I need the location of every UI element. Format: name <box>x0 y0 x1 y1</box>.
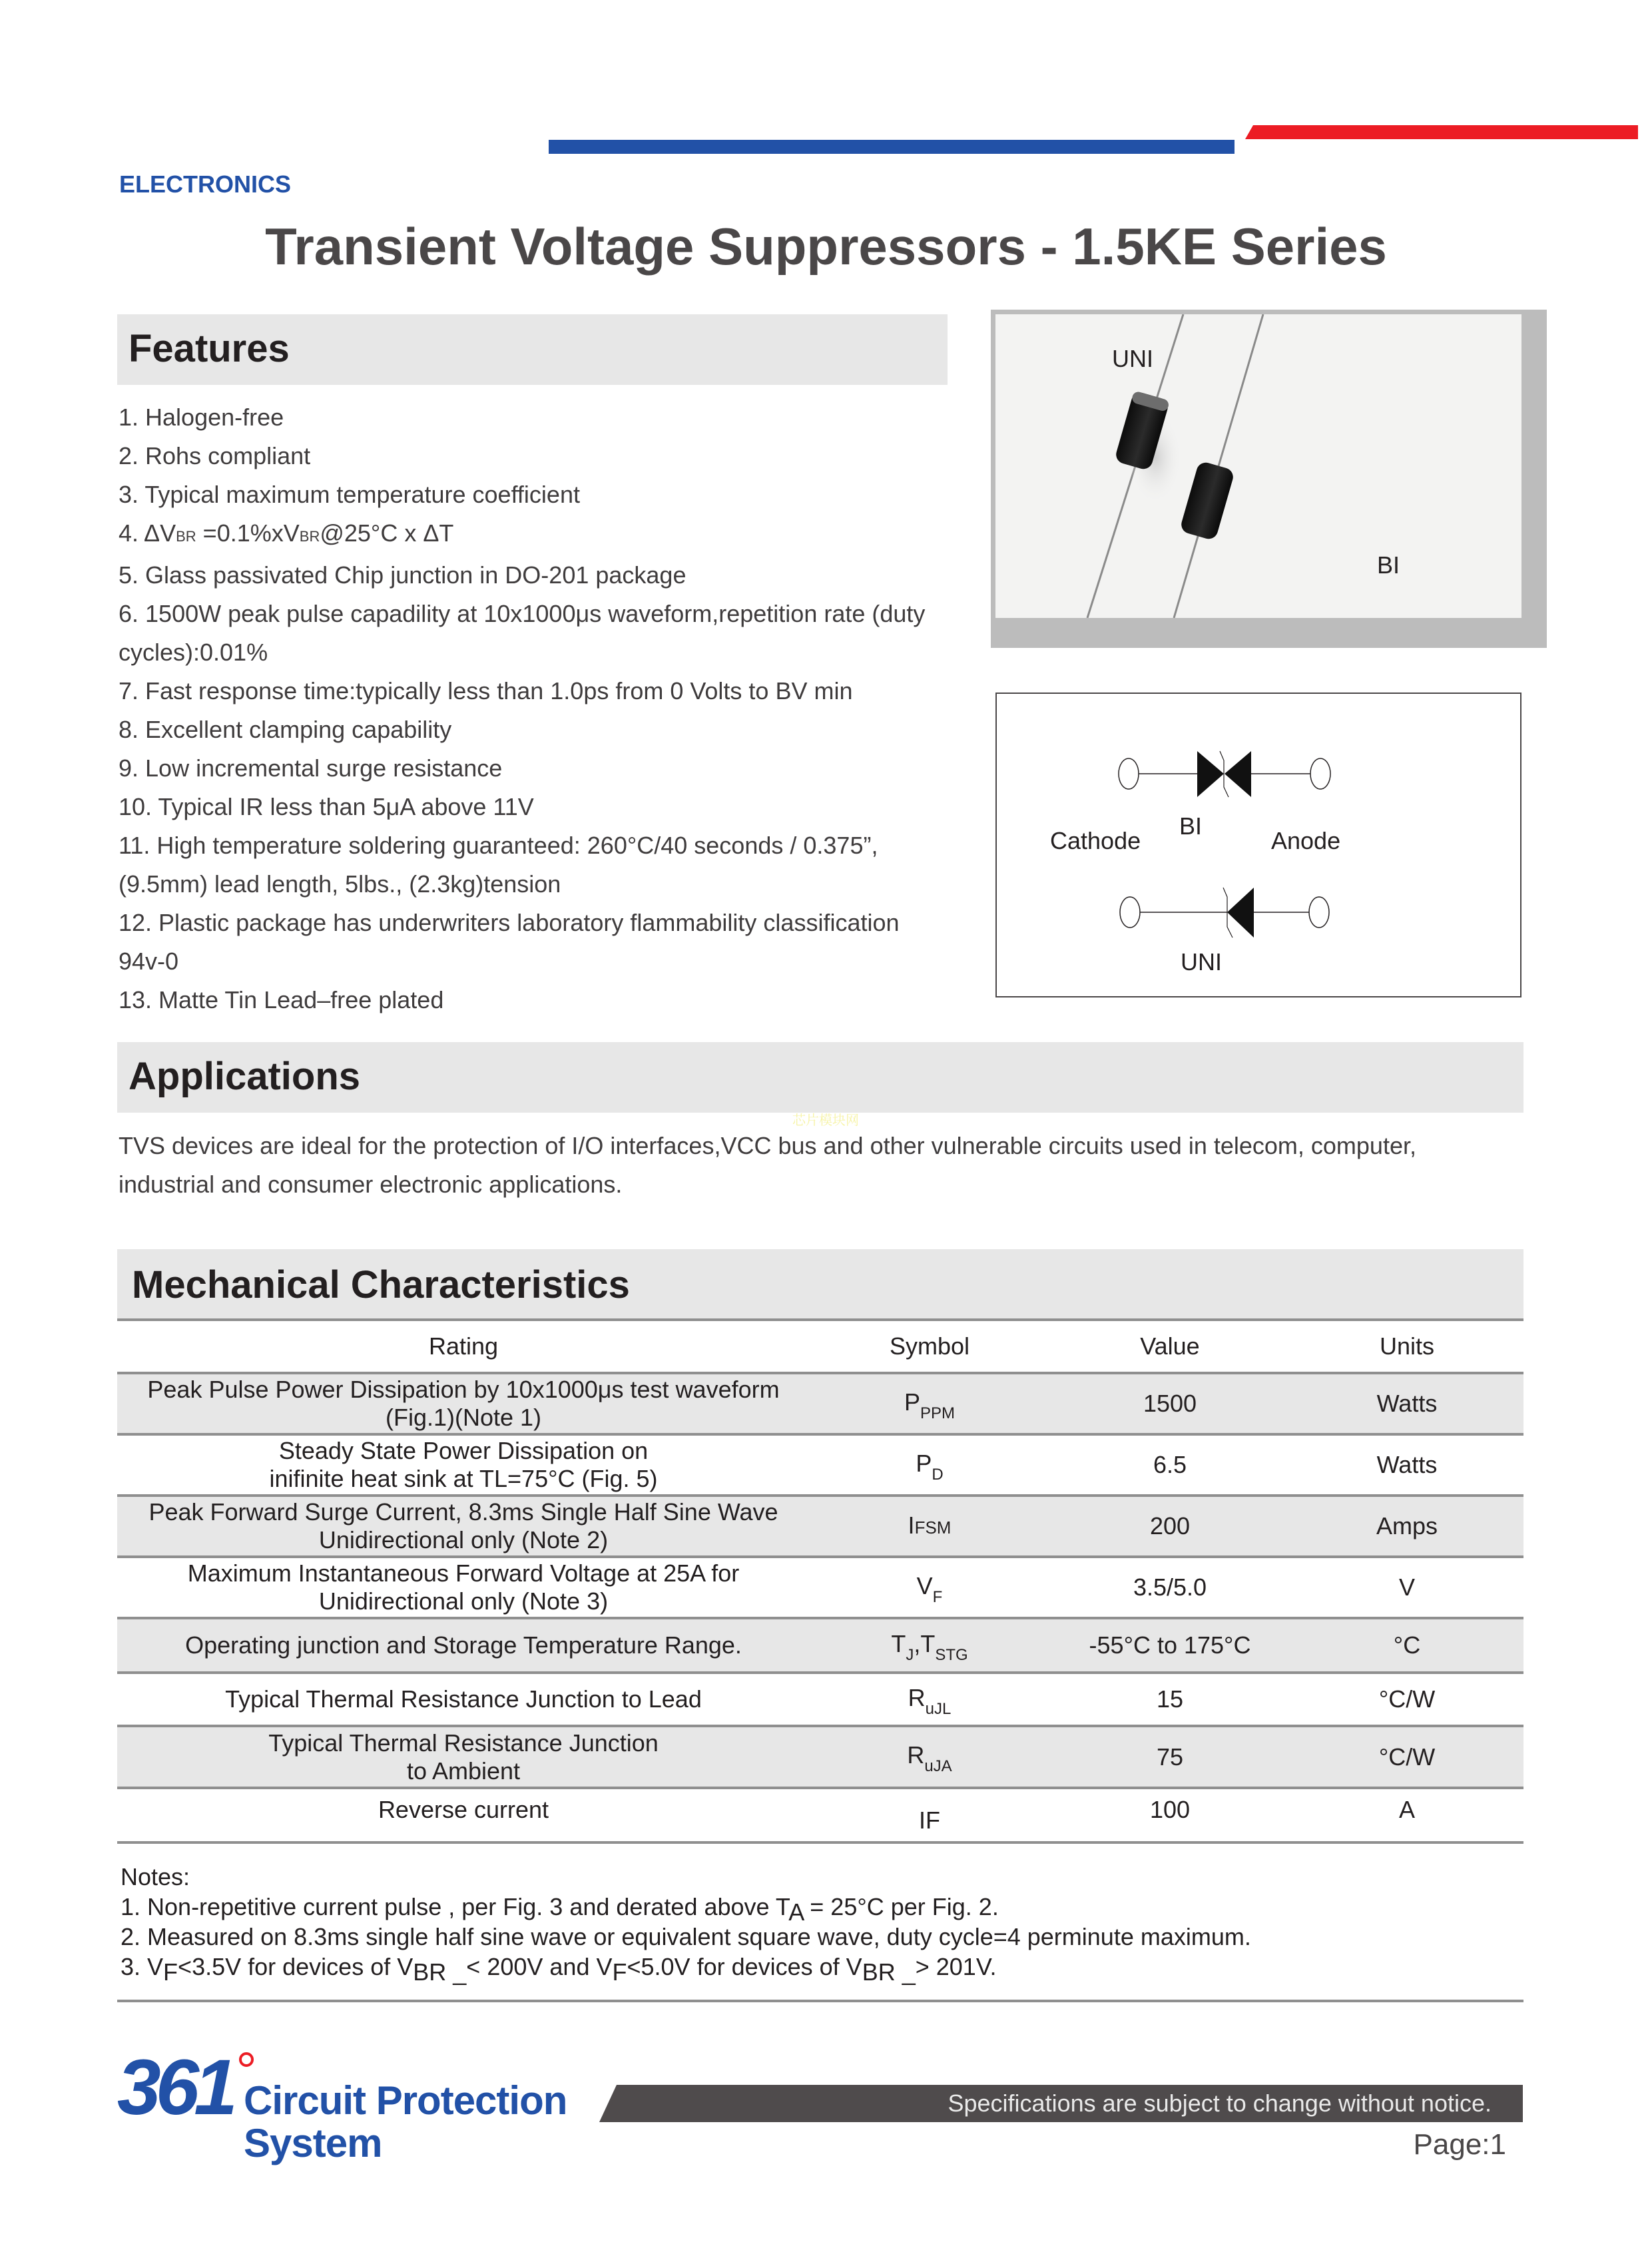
diode-photo-illustration <box>995 314 1521 618</box>
value-cell: 100 <box>1149 1796 1191 1823</box>
feature-item: 6. 1500W peak pulse capadility at 10x1000μs waveform,repetition rate (duty <box>119 600 926 627</box>
symbol-subscript: STG <box>935 1645 968 1664</box>
rating-line: Peak Forward Surge Current, 8.3ms Single Half Sine Wave <box>148 1498 778 1526</box>
note-text: = 25°C per Fig. 2. <box>803 1893 999 1920</box>
rating-line: to Ambient <box>406 1757 521 1785</box>
symbol-text: I <box>908 1511 915 1539</box>
note-text: 3. V <box>121 1953 164 1980</box>
column-header-units: Units <box>1379 1332 1435 1360</box>
symbol-cell <box>810 1557 1049 1618</box>
symbol-text: R <box>907 1741 925 1769</box>
value-cell: 6.5 <box>1153 1451 1187 1478</box>
column-header-symbol: Symbol <box>889 1332 970 1360</box>
value-cell: 200 <box>1149 1512 1191 1540</box>
note-item: 2. Measured on 8.3ms single half sine wave or equivalent square wave, duty cycle=4 perminute maximum. <box>121 1923 1251 1950</box>
symbol-cell <box>810 1618 1049 1673</box>
note-text: 1. Non-repetitive current pulse , per Fig. 3 and derated above T <box>121 1893 789 1920</box>
rating-line: Steady State Power Dissipation on <box>278 1437 649 1464</box>
note-subscript: A <box>788 1898 804 1926</box>
units-cell: Amps <box>1376 1512 1438 1540</box>
symbol-text: ,T <box>914 1629 936 1657</box>
note-text: <3.5V for devices of V <box>178 1953 413 1980</box>
feature-item: 3. Typical maximum temperature coefficient <box>119 481 580 508</box>
feature-item: 12. Plastic package has underwriters laboratory flammability classification <box>119 909 900 936</box>
table-row <box>117 1373 1523 1434</box>
rating-line: Typical Thermal Resistance Junction <box>268 1729 659 1757</box>
mechanical-header <box>117 1249 1523 1318</box>
feature-item: 2. Rohs compliant <box>119 442 311 469</box>
uni-tvs-symbol <box>1120 888 1329 938</box>
units-cell: Watts <box>1376 1451 1438 1478</box>
rating-cell <box>117 1557 810 1618</box>
feature-text: @25°C x ΔT <box>320 519 454 547</box>
value-cell: 3.5/5.0 <box>1133 1573 1207 1601</box>
header-blue-bar <box>549 140 1235 154</box>
footer-disclaimer: Specifications are subject to change without notice. <box>948 2090 1492 2117</box>
photo-label-bi: BI <box>1377 551 1400 579</box>
feature-item: 8. Excellent clamping capability <box>119 716 452 743</box>
note-subscript: F <box>612 1958 627 1986</box>
units-cell: °C/W <box>1378 1743 1436 1771</box>
symbol-text: R <box>908 1683 926 1711</box>
features-list <box>119 398 964 1019</box>
rating-line: Unidirectional only (Note 3) <box>318 1587 609 1615</box>
symbol-cell <box>810 1726 1049 1788</box>
table-header-row <box>117 1320 1523 1373</box>
note-item <box>121 1952 1251 1986</box>
feature-item: 9. Low incremental surge resistance <box>119 754 503 782</box>
symbol-cell <box>810 1788 1049 1842</box>
rating-cell <box>117 1434 810 1496</box>
value-cell: -55°C to 175°C <box>1089 1631 1251 1659</box>
symbol-text: V <box>916 1571 933 1599</box>
note-text: > 201V. <box>915 1953 997 1980</box>
rating-cell <box>117 1673 810 1726</box>
rating-cell <box>117 1726 810 1788</box>
units-cell: °C/W <box>1378 1685 1436 1713</box>
applications-header <box>117 1042 1523 1113</box>
units-cell: Watts <box>1376 1390 1438 1417</box>
table-row <box>117 1726 1523 1788</box>
applications-text <box>119 1127 1550 1204</box>
feature-item: 10. Typical IR less than 5μA above 11V <box>119 793 534 820</box>
note-subscript: BR _ <box>862 1958 916 1986</box>
units-cell: A <box>1398 1796 1415 1823</box>
feature-text: =0.1%xV <box>196 519 300 547</box>
logo-line-1: Circuit Protection <box>244 2078 567 2123</box>
symbol-cell <box>810 1373 1049 1434</box>
note-item <box>121 1892 1251 1926</box>
feature-item: 5. Glass passivated Chip junction in DO-201 package <box>119 561 687 589</box>
bi-label: BI <box>1179 812 1203 840</box>
symbol-text: IF <box>919 1807 940 1834</box>
cathode-terminal-uni <box>1120 897 1140 928</box>
features-heading: Features <box>129 327 290 370</box>
applications-line: industrial and consumer electronic applications. <box>119 1171 623 1198</box>
symbol-cell <box>810 1673 1049 1726</box>
rating-line: inifinite heat sink at TL=75°C (Fig. 5) <box>269 1465 658 1492</box>
anode-label: Anode <box>1271 827 1341 854</box>
notes-divider <box>117 2000 1523 2002</box>
symbol-text: T <box>891 1629 906 1657</box>
notes-section <box>121 1862 1251 1986</box>
table-row <box>117 1788 1523 1842</box>
symbol-subscript: PPM <box>920 1404 956 1422</box>
rating-line: Maximum Instantaneous Forward Voltage at 25A for <box>187 1559 740 1587</box>
units-cell: V <box>1398 1573 1415 1601</box>
rating-line: (Fig.1)(Note 1) <box>385 1404 542 1431</box>
product-photo <box>995 314 1521 618</box>
rating-cell <box>117 1373 810 1434</box>
value-cell: 1500 <box>1143 1390 1197 1417</box>
table-row <box>117 1496 1523 1557</box>
rating-cell <box>117 1618 810 1673</box>
table-row <box>117 1673 1523 1726</box>
value-cell: 75 <box>1156 1743 1184 1771</box>
rating-cell <box>117 1496 810 1557</box>
applications-heading: Applications <box>129 1055 361 1098</box>
table-row <box>117 1618 1523 1673</box>
features-header <box>117 314 948 385</box>
notes-heading: Notes: <box>121 1863 190 1890</box>
feature-item: cycles):0.01% <box>119 639 268 666</box>
mechanical-heading: Mechanical Characteristics <box>132 1263 630 1306</box>
cathode-terminal-bi <box>1119 758 1139 789</box>
column-header-value: Value <box>1140 1332 1200 1360</box>
note-subscript: F <box>163 1958 178 1986</box>
anode-terminal-uni <box>1309 897 1329 928</box>
column-header-rating: Rating <box>428 1332 499 1360</box>
cathode-label: Cathode <box>1050 827 1141 854</box>
note-text: <5.0V for devices of V <box>627 1953 862 1980</box>
table-row <box>117 1557 1523 1618</box>
pinout-schematic <box>995 693 1521 997</box>
symbol-subscript: D <box>932 1465 944 1484</box>
feature-subscript: BR <box>176 528 196 545</box>
page-title <box>0 216 1652 277</box>
logo-line-2: System <box>244 2121 382 2165</box>
feature-item: 13. Matte Tin Lead–free plated <box>119 986 444 1013</box>
brand-label: ELECTRONICS <box>119 170 292 198</box>
rating-line: Typical Thermal Resistance Junction to Lead <box>225 1685 702 1713</box>
mechanical-characteristics-table <box>117 1318 1523 1844</box>
symbol-text: P <box>904 1388 920 1416</box>
rating-line: Reverse current <box>378 1796 549 1823</box>
symbol-subscript: FSM <box>914 1517 952 1538</box>
feature-subscript: BR <box>299 528 320 545</box>
value-cell: 15 <box>1156 1685 1184 1713</box>
note-text: < 200V and V <box>466 1953 613 1980</box>
rating-cell <box>117 1788 810 1842</box>
symbol-subscript: uJA <box>924 1757 952 1775</box>
page-title-text: Transient Voltage Suppressors - 1.5KE Series <box>265 217 1387 276</box>
photo-label-uni: UNI <box>1112 345 1153 372</box>
symbol-cell <box>810 1496 1049 1557</box>
symbol-subscript: J <box>906 1645 914 1664</box>
uni-label: UNI <box>1181 948 1222 976</box>
bi-diode-body <box>1179 460 1235 541</box>
rating-line: Operating junction and Storage Temperature Range. <box>185 1631 742 1659</box>
feature-item: (9.5mm) lead length, 5lbs., (2.3kg)tension <box>119 870 561 898</box>
symbol-cell <box>810 1434 1049 1496</box>
rating-line: Peak Pulse Power Dissipation by 10x1000μs test waveform <box>147 1376 780 1403</box>
page-number: Page:1 <box>1413 2128 1506 2161</box>
logo-number: 361 <box>117 2044 232 2131</box>
feature-item: 94v-0 <box>119 948 179 975</box>
header-red-bar <box>1245 125 1638 139</box>
rating-line: Unidirectional only (Note 2) <box>318 1526 609 1553</box>
anode-terminal-bi <box>1310 758 1330 789</box>
feature-item: 1. Halogen-free <box>119 404 284 431</box>
feature-item: 7. Fast response time:typically less than 1.0ps from 0 Volts to BV min <box>119 677 853 704</box>
symbol-text: P <box>916 1449 932 1477</box>
watermark-text: 芯片模块网 <box>792 1113 859 1128</box>
units-cell: °C <box>1393 1631 1421 1659</box>
feature-item <box>119 514 964 556</box>
note-subscript: BR _ <box>413 1958 467 1986</box>
symbol-subscript: uJL <box>925 1699 952 1718</box>
logo-degree-icon <box>239 2052 254 2067</box>
feature-item: 11. High temperature soldering guaranteed: 260°C/40 seconds / 0.375”, <box>119 832 878 859</box>
feature-text: 4. ΔV <box>119 519 176 547</box>
bi-tvs-symbol <box>1119 751 1330 797</box>
table-row <box>117 1434 1523 1496</box>
applications-line: TVS devices are ideal for the protection of I/O interfaces,VCC bus and other vulnerable circuits used in telecom, computer, <box>119 1132 1416 1159</box>
symbol-subscript: F <box>932 1587 943 1606</box>
